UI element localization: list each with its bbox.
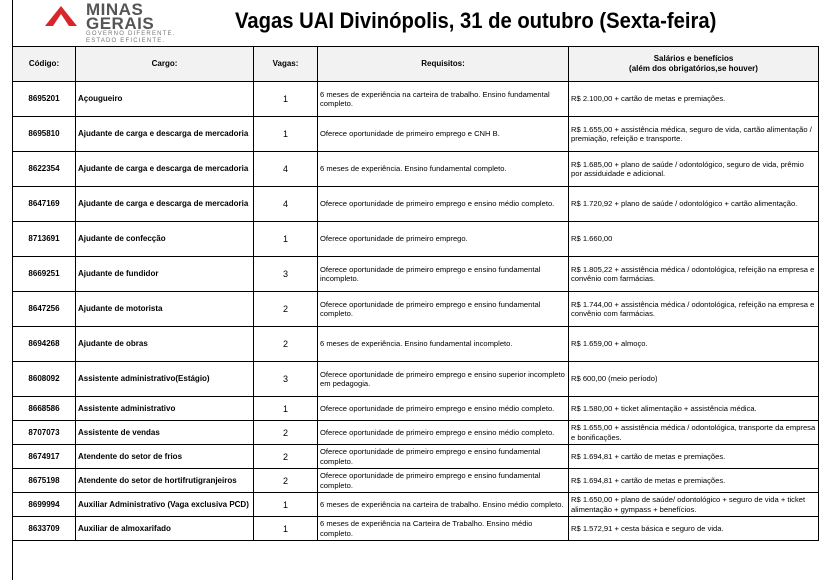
cell-salario: R$ 1.685,00 + plano de saúde / odontológico, seguro de vida, prêmio por assiduidade e adicional. [569,152,819,187]
cell-requisitos: Oferece oportunidade de primeiro emprego e ensino médio completo. [318,421,569,445]
cell-cargo: Assistente administrativo [76,397,254,421]
cell-requisitos: 6 meses de experiência. Ensino fundamental incompleto. [318,327,569,362]
cell-requisitos: Oferece oportunidade de primeiro emprego e ensino fundamental completo. [318,469,569,493]
cell-requisitos: Oferece oportunidade de primeiro emprego e ensino médio completo. [318,187,569,222]
cell-codigo: 8647169 [13,187,76,222]
cell-requisitos: 6 meses de experiência. Ensino fundamental completo. [318,152,569,187]
cell-codigo: 8694268 [13,327,76,362]
cell-requisitos: Oferece oportunidade de primeiro emprego e ensino médio completo. [318,397,569,421]
cell-salario: R$ 1.655,00 + assistência médica / odontológica, transporte da empresa e bonificações. [569,421,819,445]
logo-wordmark [86,0,155,33]
page-title: Vagas UAI Divinópolis, 31 de outubro (Sexta-feira) [235,8,717,33]
table-row [13,222,819,257]
cell-requisitos: Oferece oportunidade de primeiro emprego e CNH B. [318,117,569,152]
cell-cargo: Ajudante de obras [76,327,254,362]
header-cargo: Cargo: [76,47,254,82]
cell-salario: R$ 1.694,81 + cartão de metas e premiações. [569,469,819,493]
cell-salario: R$ 1.660,00 [569,222,819,257]
cell-vagas: 1 [254,397,318,421]
cell-codigo: 8668586 [13,397,76,421]
cell-codigo: 8675198 [13,469,76,493]
cell-vagas: 4 [254,187,318,222]
cell-vagas: 1 [254,517,318,541]
cell-requisitos: 6 meses de experiência na Carteira de Trabalho. Ensino médio completo. [318,517,569,541]
header [0,0,820,46]
table-row [13,117,819,152]
cell-vagas: 2 [254,292,318,327]
cell-vagas: 1 [254,493,318,517]
table-row [13,493,819,517]
cell-vagas: 2 [254,469,318,493]
logo-sub2: ESTADO EFICIENTE. [86,38,166,44]
logo-sub1: GOVERNO DIFERENTE. [86,31,176,37]
cell-cargo: Ajudante de fundidor [76,257,254,292]
cell-cargo: Atendente do setor de hortifrutigranjeiros [76,469,254,493]
cell-cargo: Atendente do setor de frios [76,445,254,469]
table-row [13,257,819,292]
header-vagas: Vagas: [254,47,318,82]
triangle-logo-icon [44,5,78,27]
cell-cargo: Açougueiro [76,82,254,117]
table-row [13,292,819,327]
cell-vagas: 1 [254,222,318,257]
cell-requisitos: Oferece oportunidade de primeiro emprego e ensino fundamental completo. [318,445,569,469]
cell-cargo: Assistente administrativo(Estágio) [76,362,254,397]
cell-vagas: 1 [254,82,318,117]
cell-codigo: 8695810 [13,117,76,152]
table-row [13,187,819,222]
header-salarios-line2: (além dos obrigatórios,se houver) [629,64,758,73]
cell-codigo: 8669251 [13,257,76,292]
cell-requisitos: Oferece oportunidade de primeiro emprego e ensino fundamental completo. [318,292,569,327]
cell-requisitos: Oferece oportunidade de primeiro emprego. [318,222,569,257]
minas-gerais-logo [44,0,194,44]
cell-salario: R$ 1.655,00 + assistência médica, seguro de vida, cartão alimentação / premiação, refeição e transporte. [569,117,819,152]
cell-codigo: 8713691 [13,222,76,257]
cell-salario: R$ 1.720,92 + plano de saúde / odontológico + cartão alimentação. [569,187,819,222]
cell-salario: R$ 600,00 (meio período) [569,362,819,397]
cell-codigo: 8622354 [13,152,76,187]
header-requisitos: Requisitos: [318,47,569,82]
cell-cargo: Auxiliar Administrativo (Vaga exclusiva PCD) [76,493,254,517]
table-row [13,421,819,445]
logo-line2: GERAIS [86,14,155,33]
cell-requisitos: Oferece oportunidade de primeiro emprego e ensino fundamental incompleto. [318,257,569,292]
cell-cargo: Ajudante de carga e descarga de mercadoria [76,187,254,222]
cell-salario: R$ 1.805,22 + assistência médica / odontológica, refeição na empresa e convênio com farmácias. [569,257,819,292]
cell-cargo: Auxiliar de almoxarifado [76,517,254,541]
cell-cargo: Ajudante de carga e descarga de mercadoria [76,152,254,187]
cell-vagas: 2 [254,421,318,445]
logo-line1: MINAS [86,0,144,19]
header-salarios [569,47,819,82]
cell-salario: R$ 1.572,91 + cesta básica e seguro de vida. [569,517,819,541]
cell-vagas: 4 [254,152,318,187]
header-codigo: Código: [13,47,76,82]
cell-codigo: 8608092 [13,362,76,397]
logo-tagline [86,31,176,45]
table-header-row [13,47,819,82]
cell-vagas: 3 [254,362,318,397]
cell-salario: R$ 1.694,81 + cartão de metas e premiações. [569,445,819,469]
cell-salario: R$ 1.650,00 + plano de saúde/ odontológico + seguro de vida + ticket alimentação + gympass + benefícios. [569,493,819,517]
cell-vagas: 2 [254,327,318,362]
cell-codigo: 8695201 [13,82,76,117]
cell-codigo: 8647256 [13,292,76,327]
table-row [13,397,819,421]
cell-cargo: Ajudante de carga e descarga de mercadoria [76,117,254,152]
cell-salario: R$ 1.580,00 + ticket alimentação + assistência médica. [569,397,819,421]
cell-salario: R$ 2.100,00 + cartão de metas e premiações. [569,82,819,117]
cell-codigo: 8699994 [13,493,76,517]
cell-cargo: Ajudante de confecção [76,222,254,257]
cell-salario: R$ 1.744,00 + assistência médica / odontológica, refeição na empresa e convênio com farmácias. [569,292,819,327]
table-row [13,362,819,397]
cell-codigo: 8674917 [13,445,76,469]
cell-codigo: 8707073 [13,421,76,445]
table-row [13,152,819,187]
cell-vagas: 2 [254,445,318,469]
cell-codigo: 8633709 [13,517,76,541]
cell-vagas: 1 [254,117,318,152]
cell-salario: R$ 1.659,00 + almoço. [569,327,819,362]
cell-requisitos: Oferece oportunidade de primeiro emprego e ensino superior incompleto em pedagogia. [318,362,569,397]
table-row [13,517,819,541]
cell-cargo: Ajudante de motorista [76,292,254,327]
table-row [13,327,819,362]
cell-requisitos: 6 meses de experiência na carteira de trabalho. Ensino médio completo. [318,493,569,517]
table-row [13,445,819,469]
header-salarios-line1: Salários e benefícios [653,54,734,63]
table-row [13,82,819,117]
cell-vagas: 3 [254,257,318,292]
cell-requisitos: 6 meses de experiência na carteira de trabalho. Ensino fundamental completo. [318,82,569,117]
jobs-table [12,46,819,541]
table-row [13,469,819,493]
cell-cargo: Assistente de vendas [76,421,254,445]
